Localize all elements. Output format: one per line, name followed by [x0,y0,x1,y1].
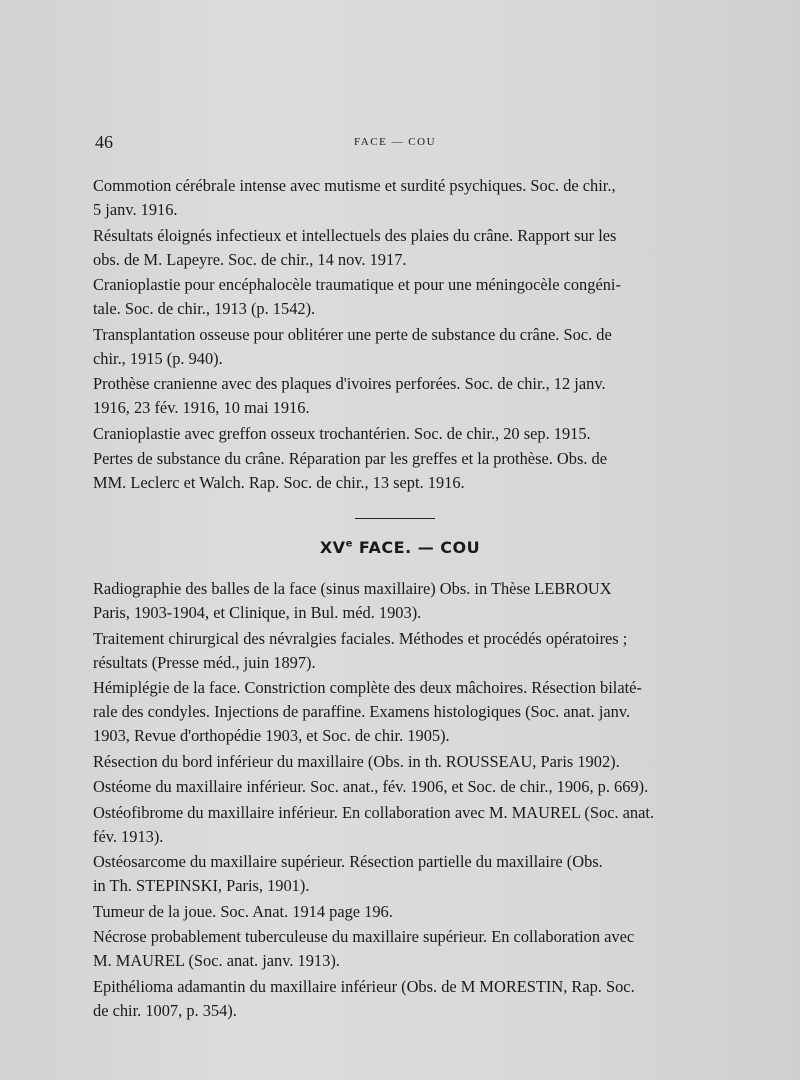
entry-line: 1903, Revue d'orthopédie 1903, et Soc. de chir. 1905). [93,726,450,745]
entry-line: Résultats éloignés infectieux et intellectuels des plaies du crâne. Rapport sur les [93,225,617,245]
entry-line: résultats (Presse méd., juin 1897). [93,652,316,672]
page-number: 46 [95,132,113,152]
bibliography-entry [93,174,695,222]
bibliography-entry [93,323,695,371]
entry-line: de chir. 1007, p. 354). [93,1000,237,1020]
entry-line: Pertes de substance du crâne. Réparation par les greffes et la prothèse. Obs. de [93,449,607,468]
entry-line: Cranioplastie pour encéphalocèle traumatique et pour une méningocèle congéni- [93,275,621,294]
entry-line: Epithélioma adamantin du maxillaire inférieur (Obs. de M MORESTIN, Rap. Soc. [93,976,635,996]
bibliography-entry [93,850,695,898]
section-title: FACE. — COU [352,538,481,557]
entry-line: Résection du bord inférieur du maxillaire (Obs. in th. ROUSSEAU, Paris 1902). [93,751,620,771]
entry-line: Hémiplégie de la face. Constriction complète des deux mâchoires. Résection bilaté- [93,678,642,697]
entry-line: fév. 1913). [93,826,164,846]
bibliography-entry [93,422,695,446]
entry-line: Tumeur de la joue. Soc. Anat. 1914 page 196. [93,901,393,921]
section-divider [355,518,435,519]
entry-line: Radiographie des balles de la face (sinus maxillaire) Obs. in Thèse LEBROUX [93,579,612,598]
entry-line: obs. de M. Lapeyre. Soc. de chir., 14 nov. 1917. [93,249,407,269]
entry-line: Ostéofibrome du maxillaire inférieur. En collaboration avec M. MAUREL (Soc. anat. [93,802,655,822]
bibliography-entry [93,577,695,625]
bibliography-entry [93,447,695,495]
entry-line: Ostéome du maxillaire inférieur. Soc. anat., fév. 1906, et Soc. de chir., 1906, p. 669). [93,777,649,796]
entry-line: Paris, 1903-1904, et Clinique, in Bul. méd. 1903). [93,603,422,622]
entry-line: Transplantation osseuse pour oblitérer une perte de substance du crâne. Soc. de [93,324,612,344]
bibliography-entry [93,925,695,973]
section-number-suffix: e [345,538,353,550]
entry-line: Commotion cérébrale intense avec mutisme et surdité psychiques. Soc. de chir., [93,176,616,195]
page-header [95,132,695,160]
running-head: FACE — COU [353,136,437,148]
entry-line: 5 janv. 1916. [93,200,178,219]
bibliography-entry [93,224,695,272]
section-number: XV [319,538,346,557]
entry-line: 1916, 23 fév. 1916, 10 mai 1916. [93,398,310,417]
bibliography-entry [93,801,695,849]
entry-line: MM. Leclerc et Walch. Rap. Soc. de chir., 13 sept. 1916. [93,473,465,492]
entry-line: rale des condyles. Injections de paraffine. Examens histologiques (Soc. anat. janv. [93,702,631,721]
bibliography-entry [93,900,695,924]
entry-line: Traitement chirurgical des névralgies faciales. Méthodes et procédés opératoires ; [93,628,628,648]
bibliography-list-face-cou [93,577,695,1024]
entry-line: Ostéosarcome du maxillaire supérieur. Résection partielle du maxillaire (Obs. [93,852,603,871]
entry-line: Nécrose probablement tuberculeuse du maxillaire supérieur. En collaboration avec [93,927,635,946]
entry-line: Cranioplastie avec greffon osseux trochantérien. Soc. de chir., 20 sep. 1915. [93,423,591,443]
bibliography-list-previous-section [93,174,695,497]
bibliography-entry [93,975,695,1023]
bibliography-entry [93,676,695,748]
entry-line: in Th. STEPINSKI, Paris, 1901). [93,876,310,895]
entry-line: Prothèse cranienne avec des plaques d'ivoires perforées. Soc. de chir., 12 janv. [93,374,606,393]
entry-line: M. MAUREL (Soc. anat. janv. 1913). [93,951,340,970]
bibliography-entry [93,273,695,321]
section-heading [0,538,800,557]
bibliography-entry [93,775,695,799]
entry-line: chir., 1915 (p. 940). [93,348,223,368]
bibliography-entry [93,627,695,675]
bibliography-entry [93,372,695,420]
entry-line: tale. Soc. de chir., 1913 (p. 1542). [93,299,316,318]
bibliography-entry [93,750,695,774]
